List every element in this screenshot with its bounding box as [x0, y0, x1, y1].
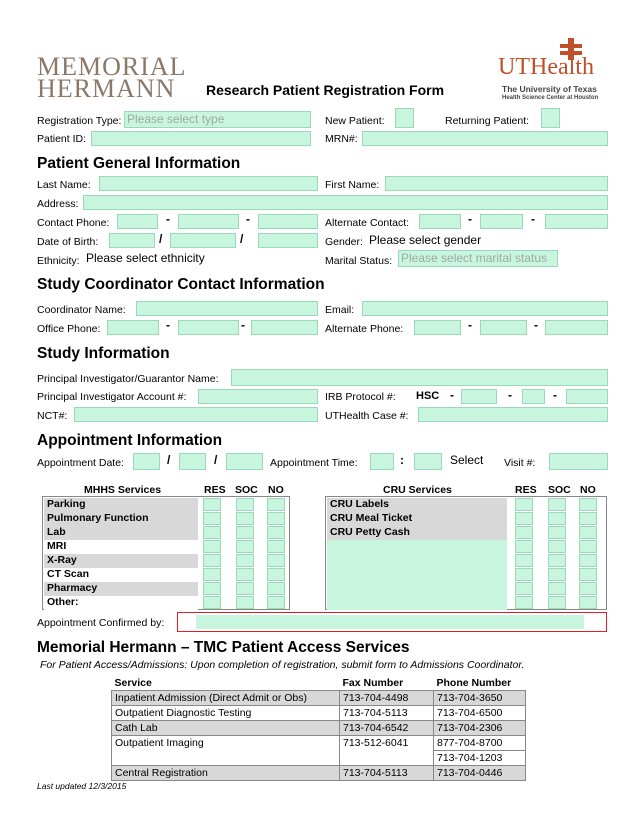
access-service-cell	[112, 751, 340, 766]
col-service-header: Service	[114, 677, 152, 689]
alt-contact-area[interactable]	[419, 214, 461, 229]
mhhs-service-label: X-Ray	[47, 554, 77, 566]
mhhs-no-checkbox[interactable]	[267, 568, 285, 581]
cru-res-checkbox[interactable]	[515, 554, 533, 567]
new-patient-label: New Patient:	[325, 115, 385, 127]
cru-service-label: CRU Meal Ticket	[330, 512, 413, 524]
patient-access-note: For Patient Access/Admissions: Upon completion of registration, submit form to Admissions Coordinator.	[40, 659, 525, 671]
appt-year[interactable]	[226, 453, 263, 470]
access-row	[112, 691, 526, 706]
cru-res-checkbox[interactable]	[515, 540, 533, 553]
mhhs-soc-checkbox[interactable]	[236, 540, 254, 553]
access-fax-cell: 713-704-5113	[340, 766, 434, 781]
phone-dash: -	[166, 212, 170, 226]
cru-res-checkbox[interactable]	[515, 498, 533, 511]
cru-col-no: NO	[580, 484, 596, 496]
cru-soc-checkbox[interactable]	[548, 568, 566, 581]
cru-row	[327, 540, 507, 554]
ut-logo-text: UTHealth	[498, 54, 594, 80]
mhhs-soc-checkbox[interactable]	[236, 596, 254, 609]
last-name-label: Last Name:	[37, 179, 91, 191]
cru-no-checkbox[interactable]	[579, 582, 597, 595]
access-phone-cell: 713-704-1203	[434, 751, 526, 766]
mhhs-no-checkbox[interactable]	[267, 512, 285, 525]
gender-label: Gender:	[325, 236, 363, 248]
access-row	[112, 736, 526, 751]
date-slash: /	[159, 232, 163, 246]
mhhs-col-soc: SOC	[235, 484, 258, 496]
access-row	[112, 766, 526, 781]
office-phone-area[interactable]	[107, 320, 159, 335]
uthealth-case-label: UTHealth Case #:	[325, 410, 409, 422]
alternate-contact-label: Alternate Contact:	[325, 217, 410, 229]
mhhs-row	[44, 540, 198, 554]
access-service-cell: Outpatient Imaging	[112, 736, 340, 751]
mhhs-service-label: MRI	[47, 540, 67, 552]
registration-type-select[interactable]	[124, 111, 311, 128]
am-pm-select[interactable]: Select	[450, 453, 484, 467]
contact-phone-prefix[interactable]	[178, 214, 239, 229]
cru-services-title: CRU Services	[383, 484, 452, 496]
phone-dash: -	[246, 212, 250, 226]
irb-protocol-label: IRB Protocol #:	[325, 391, 396, 403]
last-name-input[interactable]	[99, 176, 318, 191]
cru-no-checkbox[interactable]	[579, 568, 597, 581]
mhhs-no-checkbox[interactable]	[267, 554, 285, 567]
cru-service-label: CRU Petty Cash	[330, 526, 410, 538]
cru-row	[327, 554, 507, 568]
alt-phone-area[interactable]	[414, 320, 461, 335]
dob-year[interactable]	[258, 233, 318, 248]
email-input[interactable]	[362, 301, 608, 316]
mhhs-soc-checkbox[interactable]	[236, 582, 254, 595]
alt-phone-line[interactable]	[545, 320, 608, 335]
cru-row	[327, 582, 507, 596]
email-label: Email:	[325, 304, 355, 316]
access-row	[112, 706, 526, 721]
patient-id-label: Patient ID:	[37, 133, 87, 145]
logo-line2: HERMANN	[37, 74, 176, 103]
cru-soc-checkbox[interactable]	[548, 554, 566, 567]
mhhs-soc-checkbox[interactable]	[236, 526, 254, 539]
address-input[interactable]	[83, 195, 608, 210]
alternate-phone-label: Alternate Phone:	[325, 323, 404, 335]
alt-phone-prefix[interactable]	[480, 320, 527, 335]
cru-res-checkbox[interactable]	[515, 512, 533, 525]
cru-soc-checkbox[interactable]	[548, 498, 566, 511]
patient-access-heading: Memorial Hermann – TMC Patient Access Services	[37, 639, 410, 656]
cru-soc-checkbox[interactable]	[548, 540, 566, 553]
pi-name-label: Principal Investigator/Guarantor Name:	[37, 373, 219, 385]
mhhs-service-label: Pharmacy	[47, 582, 98, 594]
access-fax-cell: 713-704-6542	[340, 721, 434, 736]
irb-dash: -	[508, 388, 512, 402]
cru-col-soc: SOC	[548, 484, 571, 496]
marital-status-placeholder: Please select marital status	[401, 251, 548, 265]
registration-type-label: Registration Type:	[37, 115, 122, 127]
access-service-cell: Inpatient Admission (Direct Admit or Obs)	[112, 691, 340, 706]
new-patient-checkbox[interactable]	[395, 108, 414, 128]
access-phone-cell: 713-704-6500	[434, 706, 526, 721]
patient-access-table	[111, 676, 526, 781]
mhhs-no-checkbox[interactable]	[267, 582, 285, 595]
ethnicity-select[interactable]: Please select ethnicity	[86, 251, 205, 265]
date-slash: /	[240, 232, 244, 246]
appointment-date-label: Appointment Date:	[37, 457, 124, 469]
access-row	[112, 721, 526, 736]
cru-no-checkbox[interactable]	[579, 526, 597, 539]
ut-logo-sub2: Health Science Center at Houston	[502, 95, 599, 101]
appt-minute[interactable]	[414, 453, 442, 470]
patient-id-input[interactable]	[91, 131, 311, 146]
patient-general-heading: Patient General Information	[37, 155, 241, 172]
mhhs-res-checkbox[interactable]	[203, 554, 221, 567]
phone-dash: -	[531, 212, 535, 226]
cru-row	[327, 596, 507, 610]
coordinator-name-label: Coordinator Name:	[37, 304, 126, 316]
mhhs-res-checkbox[interactable]	[203, 540, 221, 553]
mhhs-soc-checkbox[interactable]	[236, 554, 254, 567]
ut-logo-sub1: The University of Texas	[502, 84, 597, 94]
mhhs-service-label: Other:	[47, 596, 79, 608]
appt-day[interactable]	[179, 453, 206, 470]
mhhs-no-checkbox[interactable]	[267, 526, 285, 539]
mhhs-no-checkbox[interactable]	[267, 596, 285, 609]
mhhs-soc-checkbox[interactable]	[236, 568, 254, 581]
cru-soc-checkbox[interactable]	[548, 582, 566, 595]
memorial-hermann-logo	[37, 52, 187, 103]
appointment-heading: Appointment Information	[37, 432, 223, 449]
time-colon: :	[400, 453, 404, 467]
date-slash: /	[214, 453, 218, 467]
pi-account-label: Principal Investigator Account #:	[37, 391, 187, 403]
pi-account-input[interactable]	[198, 389, 318, 404]
registration-type-placeholder: Please select type	[127, 112, 225, 126]
contact-phone-area[interactable]	[117, 214, 158, 229]
appointment-time-label: Appointment Time:	[270, 457, 358, 469]
access-fax-cell: 713-704-4498	[340, 691, 434, 706]
irb-part1[interactable]	[461, 389, 497, 404]
logo-line1: MEMORIAL	[37, 52, 187, 81]
phone-dash: -	[241, 318, 245, 332]
access-phone-cell: 713-704-3650	[434, 691, 526, 706]
contact-phone-line[interactable]	[258, 214, 318, 229]
access-row	[112, 751, 526, 766]
first-name-label: First Name:	[325, 179, 380, 191]
irb-part3[interactable]	[566, 389, 608, 404]
mhhs-services-title: MHHS Services	[84, 484, 162, 496]
phone-dash: -	[468, 318, 472, 332]
appointment-confirmed-box[interactable]	[177, 612, 607, 632]
returning-patient-checkbox[interactable]	[541, 108, 560, 128]
access-fax-cell	[340, 751, 434, 766]
mhhs-res-checkbox[interactable]	[203, 498, 221, 511]
alt-contact-prefix[interactable]	[480, 214, 523, 229]
mhhs-col-no: NO	[268, 484, 284, 496]
access-service-cell: Cath Lab	[112, 721, 340, 736]
study-info-heading: Study Information	[37, 345, 170, 362]
mhhs-service-label: Parking	[47, 498, 86, 510]
dob-month[interactable]	[109, 233, 155, 248]
mrn-label: MRN#:	[325, 133, 358, 145]
access-fax-cell: 713-512-6041	[340, 736, 434, 751]
cru-soc-checkbox[interactable]	[548, 596, 566, 609]
mrn-input[interactable]	[362, 131, 608, 146]
gender-select[interactable]: Please select gender	[369, 233, 482, 247]
mhhs-col-res: RES	[204, 484, 226, 496]
access-phone-cell: 713-704-0446	[434, 766, 526, 781]
dob-label: Date of Birth:	[37, 236, 99, 248]
appt-month[interactable]	[133, 453, 160, 470]
access-fax-cell: 713-704-5113	[340, 706, 434, 721]
cru-no-checkbox[interactable]	[579, 512, 597, 525]
hsc-prefix: HSC	[416, 390, 440, 402]
visit-number-label: Visit #:	[504, 457, 536, 469]
mhhs-res-checkbox[interactable]	[203, 512, 221, 525]
address-label: Address:	[37, 198, 79, 210]
access-phone-cell: 877-704-8700	[434, 736, 526, 751]
ethnicity-label: Ethnicity:	[37, 255, 80, 267]
cru-res-checkbox[interactable]	[515, 582, 533, 595]
mhhs-res-checkbox[interactable]	[203, 582, 221, 595]
pi-name-input[interactable]	[231, 369, 608, 386]
cru-col-res: RES	[515, 484, 537, 496]
mhhs-res-checkbox[interactable]	[203, 596, 221, 609]
alt-contact-line[interactable]	[545, 214, 608, 229]
mhhs-service-label: CT Scan	[47, 568, 90, 580]
mhhs-row	[44, 526, 198, 540]
col-fax-header: Fax Number	[342, 677, 404, 689]
cru-service-label: CRU Labels	[330, 498, 389, 510]
cru-no-checkbox[interactable]	[579, 498, 597, 511]
irb-dash: -	[450, 388, 454, 402]
last-updated: Last updated 12/3/2015	[37, 781, 127, 791]
irb-dash: -	[553, 388, 557, 402]
appt-hour[interactable]	[370, 453, 394, 470]
coordinator-heading: Study Coordinator Contact Information	[37, 276, 325, 293]
cru-res-checkbox[interactable]	[515, 596, 533, 609]
access-phone-cell: 713-704-2306	[434, 721, 526, 736]
mhhs-no-checkbox[interactable]	[267, 498, 285, 511]
cru-no-checkbox[interactable]	[579, 554, 597, 567]
mhhs-soc-checkbox[interactable]	[236, 512, 254, 525]
phone-dash: -	[166, 318, 170, 332]
cru-soc-checkbox[interactable]	[548, 512, 566, 525]
office-phone-line[interactable]	[251, 320, 318, 335]
cru-no-checkbox[interactable]	[579, 596, 597, 609]
returning-patient-label: Returning Patient:	[445, 115, 530, 127]
mhhs-service-label: Pulmonary Function	[47, 512, 149, 524]
phone-dash: -	[534, 318, 538, 332]
dob-day[interactable]	[170, 233, 236, 248]
appointment-confirmed-label: Appointment Confirmed by:	[37, 617, 165, 629]
cru-row	[327, 568, 507, 582]
cru-res-checkbox[interactable]	[515, 568, 533, 581]
nct-input[interactable]	[74, 407, 318, 422]
nct-label: NCT#:	[37, 410, 68, 422]
visit-number-input[interactable]	[549, 453, 608, 470]
office-phone-label: Office Phone:	[37, 323, 101, 335]
mhhs-soc-checkbox[interactable]	[236, 498, 254, 511]
marital-status-select[interactable]	[398, 250, 558, 267]
col-phone-header: Phone Number	[436, 677, 512, 689]
uthealth-case-input[interactable]	[418, 407, 608, 422]
mhhs-no-checkbox[interactable]	[267, 540, 285, 553]
access-service-cell: Outpatient Diagnostic Testing	[112, 706, 340, 721]
coordinator-name-input[interactable]	[136, 301, 318, 316]
mhhs-service-label: Lab	[47, 526, 66, 538]
cru-no-checkbox[interactable]	[579, 540, 597, 553]
phone-dash: -	[468, 212, 472, 226]
first-name-input[interactable]	[385, 176, 608, 191]
access-service-cell: Central Registration	[112, 766, 340, 781]
date-slash: /	[167, 453, 171, 467]
irb-part2[interactable]	[522, 389, 545, 404]
cru-res-checkbox[interactable]	[515, 526, 533, 539]
cru-soc-checkbox[interactable]	[548, 526, 566, 539]
mhhs-res-checkbox[interactable]	[203, 568, 221, 581]
mhhs-res-checkbox[interactable]	[203, 526, 221, 539]
marital-status-label: Marital Status:	[325, 255, 393, 267]
page-title: Research Patient Registration Form	[206, 82, 445, 98]
contact-phone-label: Contact Phone:	[37, 217, 110, 229]
office-phone-prefix[interactable]	[178, 320, 239, 335]
